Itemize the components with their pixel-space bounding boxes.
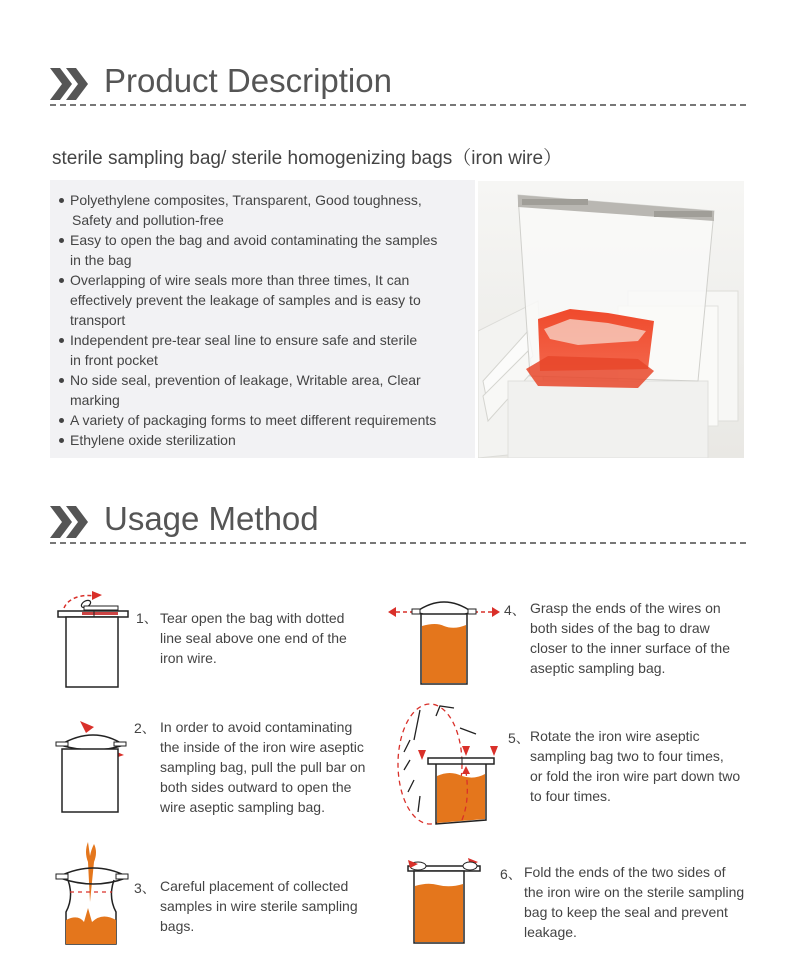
feature-item: Overlapping of wire seals more than three times, It can effectively prevent the leakage of samples and is easy to transport (58, 270, 475, 330)
feature-item: A variety of packaging forms to meet different requirements (58, 410, 475, 430)
feature-item: No side seal, prevention of leakage, Writable area, Clear marking (58, 370, 475, 410)
step-description: Grasp the ends of the wires on both sides of the bag to draw closer to the inner surface of the aseptic sampling bag. (530, 600, 730, 676)
step-description: Fold the ends of the two sides of the iron wire on the sterile sampling bag to keep the seal and prevent leakage. (524, 864, 745, 940)
section-title: Usage Method (104, 500, 319, 537)
step-description: Tear open the bag with dotted line seal above one end of the iron wire. (160, 610, 347, 666)
dashed-divider (50, 542, 746, 544)
step-number: 5、 (508, 730, 530, 746)
rotate-fold-wire-icon (390, 700, 502, 828)
step-description: In order to avoid contaminating the inside of the iron wire aseptic sampling bag, pull the pull bar on both sides outward to open the wire aseptic sampling bag. (160, 719, 366, 815)
usage-step-1 (54, 588, 374, 688)
step-number: 4、 (504, 602, 526, 618)
usage-step-3 (54, 842, 384, 952)
feature-item: Easy to open the bag and avoid contaminating the samples in the bag (58, 230, 475, 270)
step-number: 1、 (136, 610, 158, 626)
feature-list-panel (50, 180, 475, 458)
feature-item: Ethylene oxide sterilization (58, 430, 475, 450)
usage-step-6 (406, 856, 786, 956)
place-samples-icon (54, 842, 134, 950)
step-number: 2、 (134, 720, 156, 736)
step-description: Rotate the iron wire aseptic sampling bag two to four times, or fold the iron wire part down two to four times. (530, 728, 741, 804)
grasp-wire-ends-icon (388, 592, 500, 688)
sampling-bag-photo-illustration (478, 181, 744, 458)
double-chevron-right-icon (50, 64, 96, 104)
open-bag-pull-bar-icon (54, 715, 134, 815)
feature-list (50, 180, 475, 450)
fold-wire-ends-seal-icon (406, 856, 486, 946)
step-number: 3、 (134, 880, 156, 896)
page-title: Product Description (104, 62, 392, 99)
feature-item: Independent pre-tear seal line to ensure safe and sterile in front pocket (58, 330, 475, 370)
usage-step-5 (390, 700, 780, 830)
product-subtitle: sterile sampling bag/ sterile homogenizing bags（iron wire） (52, 148, 563, 169)
usage-method-header (50, 500, 746, 548)
usage-step-2 (54, 715, 384, 820)
feature-item: Polyethylene composites, Transparent, Good toughness, Safety and pollution-free (58, 190, 475, 230)
step-number: 6、 (500, 866, 522, 882)
product-description-header (50, 62, 746, 110)
usage-step-4 (388, 592, 778, 692)
dashed-divider (50, 104, 746, 106)
product-photo (478, 181, 744, 458)
step-description: Careful placement of collected samples in wire sterile sampling bags. (160, 878, 358, 934)
double-chevron-right-icon (50, 502, 96, 542)
tear-open-bag-icon (54, 588, 134, 690)
